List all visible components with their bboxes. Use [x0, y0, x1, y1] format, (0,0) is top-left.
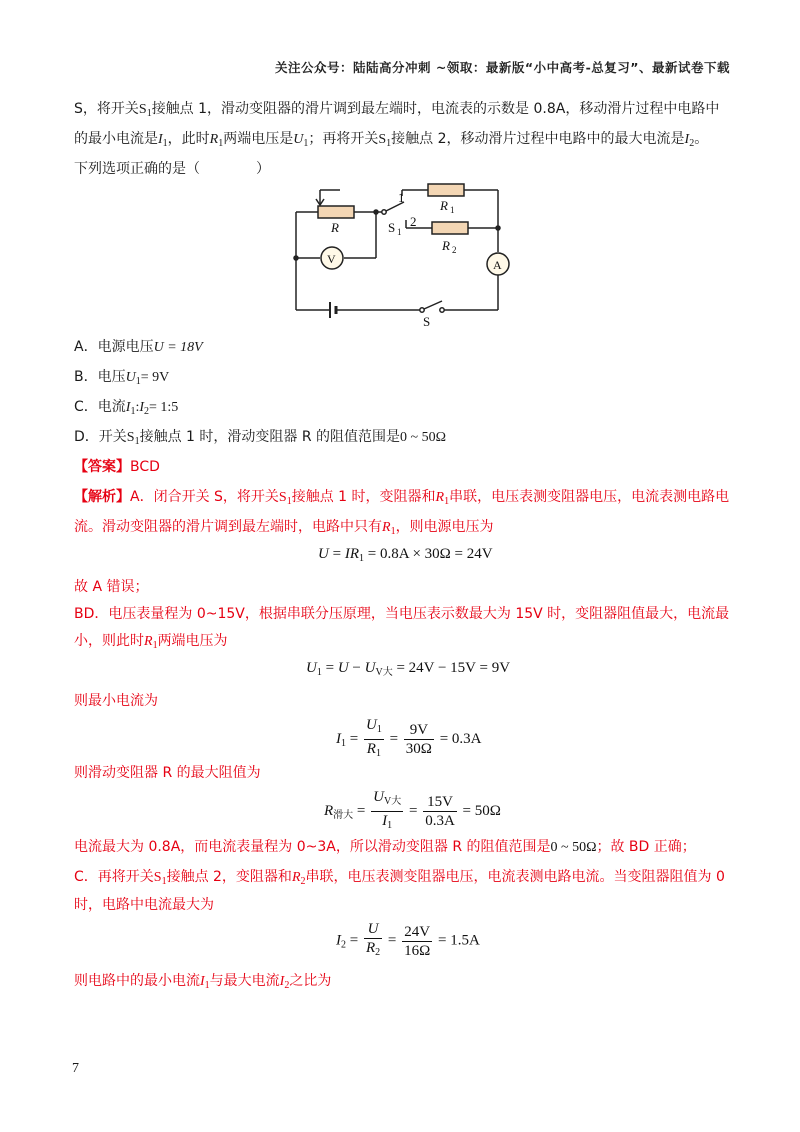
fraction-u1-r1: $\frac{U_1}{R_1}$	[365, 717, 382, 759]
svg-text:2: 2	[452, 245, 457, 255]
fraction-15v-03a: $\frac{15V}{0.3A}$	[425, 794, 455, 829]
equation-1: $U = IR_1 = 0.8A \times 30\Omega = 24V$	[318, 546, 493, 564]
equation-4: $R_{滑大}$ = $\frac{U_{V大}}{I_1}$ = $\frac{15V}{0.3A}$ = 50Ω	[324, 788, 501, 835]
question-line-1: S，将开关$S_1$接触点 1，滑动变阻器的滑片调到最左端时，电流表的示数是 0.8A，移动滑片过程中电路中	[74, 101, 720, 119]
page-number: 7	[72, 1061, 79, 1076]
circuit-diagram	[280, 180, 520, 330]
analysis-line-11: 则电路中的最小电流$I_1$与最大电流$I_2$之比为	[74, 973, 332, 991]
svg-text:A: A	[493, 258, 502, 272]
analysis-line-10: 时，电路中电流最大为	[74, 897, 214, 913]
equation-3: $I_1$ = $\frac{U_1}{R_1}$ = $\frac{9V}{30\Omega}$ = 0.3A	[336, 716, 481, 763]
header-banner: 关注公众号：陆陆高分冲刺 ~领取：最新版“小中高考-总复习”、最新试卷下载	[275, 60, 730, 75]
analysis-line-3: 故 A 错误；	[74, 579, 149, 595]
svg-text:S: S	[423, 314, 431, 329]
svg-text:1: 1	[450, 205, 455, 215]
svg-text:R: R	[331, 220, 339, 235]
svg-text:S: S	[388, 220, 396, 235]
question-line-2: 的最小电流是$I_1$，此时$R_1$两端电压是$U_1$；再将开关$S_1$接触点 2，移动滑片过程中电路中的最大电流是$I_2$。	[74, 131, 709, 149]
analysis-line-2: 流。滑动变阻器的滑片调到最左端时，电路中只有$R_1$，则电源电压为	[74, 519, 494, 537]
option-a: A．电源电压U = 18V	[74, 339, 203, 355]
fraction-24v-16ohm: $\frac{24V}{16\Omega}$	[404, 923, 431, 959]
fraction-9v-30ohm: $\frac{9V}{30\Omega}$	[405, 722, 432, 757]
svg-text:R: R	[440, 198, 448, 213]
analysis-line-5: 小，则此时$R_1$两端电压为	[74, 633, 228, 651]
fraction-uv-i1: $\frac{U_{V大}}{I_1}$	[373, 789, 402, 831]
answer-line: 【答案】BCD	[74, 459, 160, 475]
analysis-line-6: 则最小电流为	[74, 693, 158, 709]
svg-text:1: 1	[397, 227, 402, 237]
svg-text:R: R	[442, 238, 450, 253]
option-c: C．电流$I_1:I_2=$ 1:5	[74, 399, 179, 417]
option-b: B．电压$U_1= 9V$	[74, 369, 170, 387]
analysis-line-1: 【解析】A．闭合开关 S，将开关$S_1$接触点 1 时，变阻器和$R_1$串联，电压表测变阻器电压，电流表测电路电	[74, 489, 730, 507]
analysis-line-8: 电流最大为 0.8A，而电流表量程为 0~3A，所以滑动变阻器 R 的阻值范围是0 ~ 50Ω；故 BD 正确；	[74, 839, 696, 855]
svg-text:V: V	[327, 252, 336, 266]
svg-text:2: 2	[410, 214, 417, 229]
option-d: D．开关$S_1$接触点 1 时，滑动变阻器 R 的阻值范围是0 ~ 50Ω	[74, 429, 446, 447]
analysis-line-4: BD．电压表量程为 0~15V，根据串联分压原理，当电压表示数最大为 15V 时，变阻器阻值最大，电流最	[74, 606, 730, 622]
question-line-3: 下列选项正确的是（ ）	[74, 161, 270, 177]
fraction-u-r2: $\frac{U}{R_2}$	[365, 921, 381, 958]
analysis-line-9: C．再将开关$S_1$接触点 2，变阻器和$R_2$串联，电压表测变阻器电压，电流表测电路电流。当变阻器阻值为 0	[74, 869, 725, 887]
equation-5: $I_2$ = $\frac{U}{R_2}$ = $\frac{24V}{16\Omega}$ = 1.5A	[336, 920, 480, 962]
analysis-line-7: 则滑动变阻器 R 的最大阻值为	[74, 765, 261, 781]
svg-text:1: 1	[398, 190, 405, 205]
equation-2: $U_1 = U - U_{V大} = 24V - 15V = 9V$	[306, 660, 511, 678]
